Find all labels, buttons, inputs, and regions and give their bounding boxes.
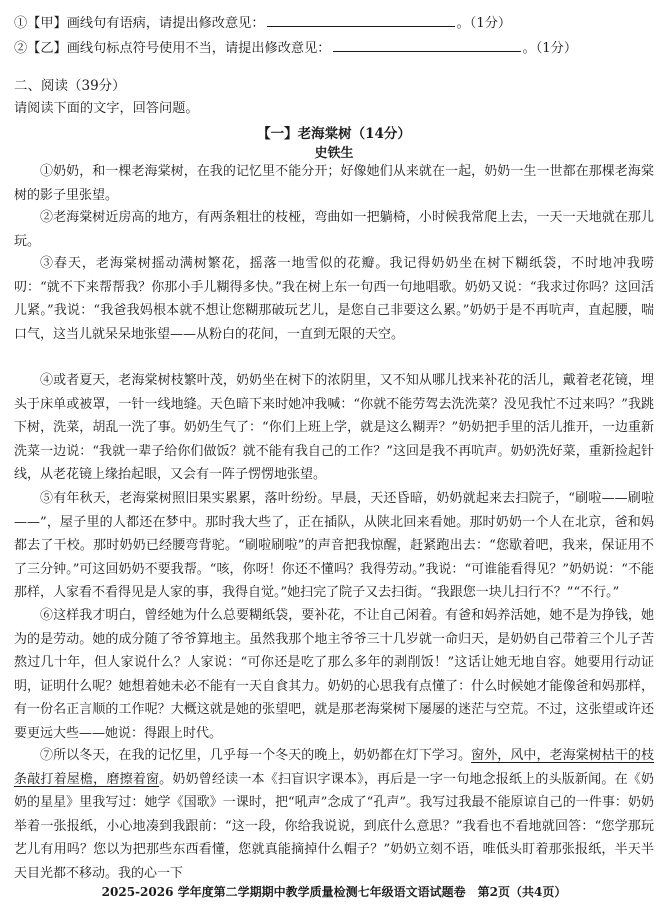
section-heading: 二、阅读（39分） xyxy=(14,78,126,94)
question-2-score: 。（1分） xyxy=(522,41,578,56)
paragraph-4: ④或者夏天，老海棠树枝繁叶茂，奶奶坐在树下的浓阴里，又不知从哪儿找来补花的活儿，戴着老花镜，埋头于床单或被罩，一针一线地缝。天色暗下来时她冲我喊：“你就不能劳驾去洗洗菜？没见我忙不过来吗？”我跳下树，洗菜，胡乱一洗了事。奶奶生气了：“你们上班上学，就是这么糊弄？”奶奶把手里的活儿推开，一边重新洗菜一边说：“我就一辈子给你们做饭？就不能有我自己的工作？”这回是我不再吭声。奶奶洗好菜，重新捡起针线，从老花镜上缘抬起眼，又会有一阵子愣愣地张望。 xyxy=(14,373,654,482)
question-2-answer-blank[interactable] xyxy=(333,39,521,52)
article-title: 【一】老海棠树（14分） xyxy=(257,126,411,142)
paragraph-3: ③春天，老海棠树摇动满树繁花，摇落一地雪似的花瓣。我记得奶奶坐在树下糊纸袋，不时地冲我唠叨：“就不下来帮帮我？你那小手儿糊得多快。”我在树上东一句西一句地唱歌。奶奶又说：“我求过你吗？这回活儿紧。”我说：“我爸我妈根本就不想让您糊那破玩艺儿，是您自己非要这么累。”奶奶于是不再吭声，直起腰，喘口气，这当儿就呆呆地张望——从粉白的花间，一直到无限的天空。 xyxy=(14,256,654,342)
page-footer: 2025-2026 学年度第二学期期中教学质量检测七年级语文语试题卷 第2页（共4页） xyxy=(101,885,567,899)
article-author: 史铁生 xyxy=(314,146,354,161)
question-2-label: ②【乙】画线句标点符号使用不当，请提出修改意见： xyxy=(14,41,331,56)
paragraph-7: ⑦所以冬天，在我的记忆里，几乎每一个冬天的晚上，奶奶都在灯下学习。窗外，风中，老海棠树枯干的枝条敲打着屋檐，磨擦着窗。奶奶曾经读一本《扫盲识字课本》，再后是一字一句地念报纸上的头版新闻。在《奶奶的星星》里我写过：她学《国歌》一课时，把“吼声”念成了“孔声”。我写过我最不能原谅自己的一件事：奶奶举着一张报纸，小心地凑到我跟前：“这一段，你给我说说，到底什么意思？”我看也不看地就回答：“您学那玩艺儿有用吗？您以为把那些东西看懂，您就真能摘掉什么帽子？”奶奶立刻不语，唯低头盯着那张报纸，半天半天目光都不移动。我的心一下 xyxy=(14,748,654,881)
paragraph-5: ⑤有年秋天，老海棠树照旧果实累累，落叶纷纷。早晨，天还昏暗，奶奶就起来去扫院子，“刷啦——刷啦——”，屋子里的人都还在梦中。那时我大些了，正在插队，从陕北回来看她。那时奶奶一个人在北京，爸和妈都去了干校。那时奶奶已经腰弯背驼。“刷啦刷啦”的声音把我惊醒，赶紧跑出去：“您歇着吧，我来，保证用不了三分钟。”可这回奶奶不要我帮。“咳，你呀！你还不懂吗？我得劳动。”我说：“可谁能看得见？”奶奶说：“不能那样，人家看不看得见是人家的事，我得自觉。”她扫完了院子又去扫街。“我跟您一块儿扫行不？”“不行。” xyxy=(14,491,654,600)
paragraph-6: ⑥这样我才明白，曾经她为什么总要糊纸袋，要补花，不让自己闲着。有爸和妈养活她，她不是为挣钱，她为的是劳动。她的成分随了爷爷算地主。虽然我那个地主爷爷三十几岁就一命归天，是奶奶自己带着三个儿子苦熬过几十年，但人家说什么？人家说：“可你还是吃了那么多年的剥削饭！”这话让她无地自容。她要用行动证明，证明什么呢？她想着她未必不能有一天自食其力。奶奶的心思我有点懂了：什么时候她才能像爸和妈那样，有一份名正言顺的工作呢？大概这就是她的张望吧，就是那老海棠树下屡屡的迷茫与空荒。不过，这张望或许还要更远大些——她说：得跟上时代。 xyxy=(14,608,654,741)
paragraph-2: ②老海棠树近房高的地方，有两条粗壮的枝桠，弯曲如一把躺椅，小时候我常爬上去，一天一天地就在那儿玩。 xyxy=(14,210,654,249)
question-2 xyxy=(14,39,577,57)
underlined-sentence: 窗外，风中，老海棠树枯干的枝条敲打着屋檐，磨擦着窗 xyxy=(14,748,654,787)
paragraph-1: ①奶奶，和一棵老海棠树，在我的记忆里不能分开；好像她们从来就在一起，奶奶一生一世都在那棵老海棠树的影子里张望。 xyxy=(14,164,654,203)
question-1-score: 。（1分） xyxy=(456,16,512,31)
question-1 xyxy=(14,14,511,32)
question-1-answer-blank[interactable] xyxy=(267,14,455,27)
question-1-label: ①【甲】画线句有语病，请提出修改意见： xyxy=(14,16,265,31)
section-instruction: 请阅读下面的文字，回答问题。 xyxy=(14,101,199,116)
